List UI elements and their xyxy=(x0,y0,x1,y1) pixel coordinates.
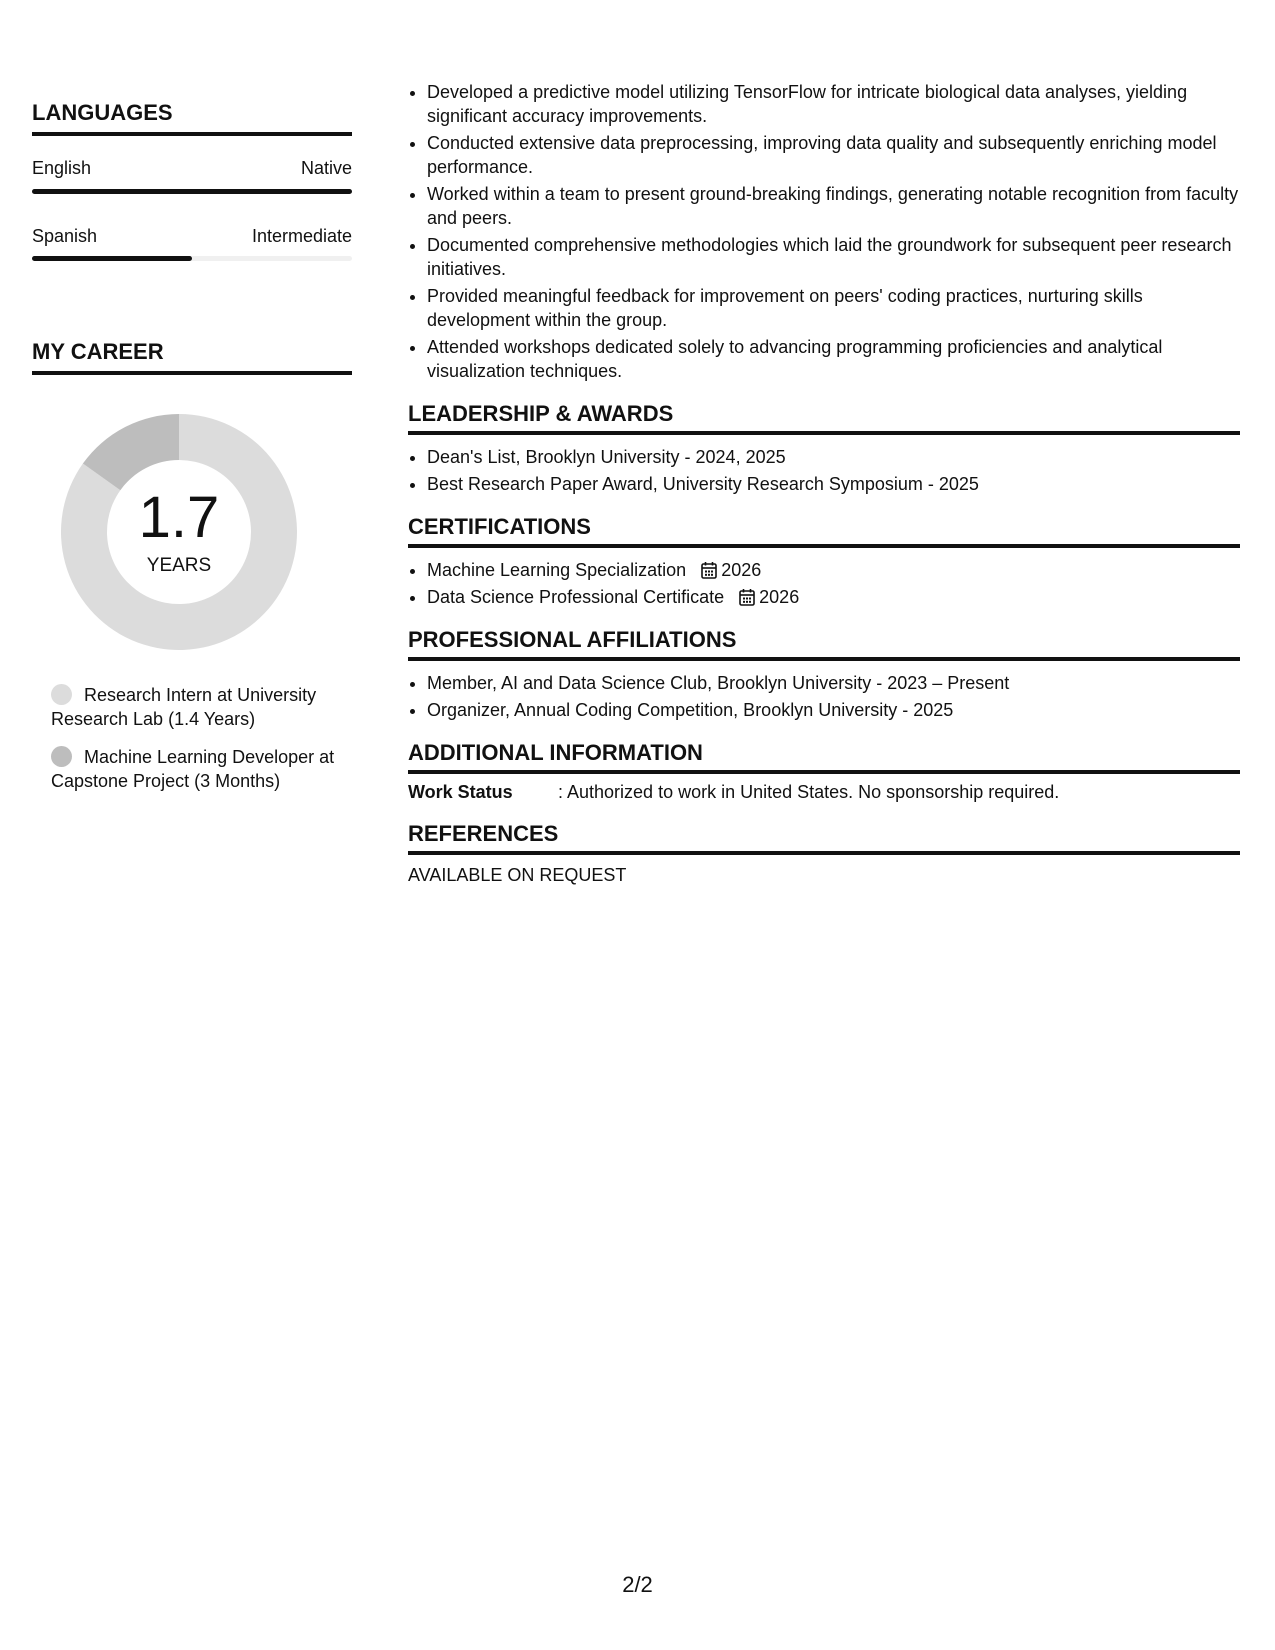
experience-bullet: • Provided meaningful feedback for improvement on peers' coding practices, nurturing skills development within the group. xyxy=(427,284,1240,332)
language-name: English xyxy=(32,158,92,178)
languages-section xyxy=(32,100,352,261)
references-text: AVAILABLE ON REQUEST xyxy=(408,865,627,885)
legend-item xyxy=(51,683,341,731)
career-total-unit: YEARS xyxy=(146,555,212,577)
language-proficiency-fill xyxy=(32,256,192,261)
legend-item xyxy=(51,745,341,793)
experience-bullet: • Worked within a team to present ground-breaking findings, generating notable recognition from faculty and peers. xyxy=(427,182,1240,230)
language-proficiency-fill xyxy=(32,189,352,194)
legend-dot-icon xyxy=(51,746,72,767)
leadership-item: • Best Research Paper Award, University Research Symposium - 2025 xyxy=(427,472,1240,496)
references-heading: REFERENCES xyxy=(408,821,1240,855)
certifications-section xyxy=(408,514,1240,609)
certifications-heading: CERTIFICATIONS xyxy=(408,514,1240,548)
affiliations-heading: PROFESSIONAL AFFILIATIONS xyxy=(408,627,1240,661)
legend-label: Machine Learning Developer at Capstone Project (3 Months) xyxy=(51,747,335,792)
language-name: Spanish xyxy=(32,225,98,246)
certification-year: 2026 xyxy=(721,560,762,580)
main-content xyxy=(408,80,1240,886)
additional-info-section xyxy=(408,740,1240,803)
certifications-list xyxy=(408,558,1240,609)
experience-bullet: • Conducted extensive data preprocessing, improving data quality and subsequently enriching model performance. xyxy=(427,131,1240,179)
calendar-icon xyxy=(701,561,717,579)
leadership-list xyxy=(408,445,1240,496)
certification-year: 2026 xyxy=(759,587,800,607)
language-proficiency-bar xyxy=(32,189,352,194)
experience-bullet-list xyxy=(408,80,1240,383)
language-level: Native xyxy=(300,158,352,178)
languages-heading: LANGUAGES xyxy=(32,100,352,136)
language-proficiency-bar xyxy=(32,256,352,261)
work-status-label: Work Status xyxy=(408,782,513,802)
language-item xyxy=(32,158,352,194)
work-status-row xyxy=(408,782,1240,803)
certification-name: Machine Learning Specialization xyxy=(427,560,687,580)
language-item xyxy=(32,226,352,262)
career-total-value: 1.7 xyxy=(138,485,220,551)
career-section xyxy=(32,339,352,793)
affiliation-item: • Organizer, Annual Coding Competition, Brooklyn University - 2025 xyxy=(427,698,1240,722)
language-level: Intermediate xyxy=(251,225,352,246)
experience-bullet: • Documented comprehensive methodologies which laid the groundwork for subsequent peer research initiatives. xyxy=(427,233,1240,281)
certification-name: Data Science Professional Certificate xyxy=(427,587,725,607)
experience-bullet: • Developed a predictive model utilizing TensorFlow for intricate biological data analyses, yielding significant accuracy improvements. xyxy=(427,80,1240,128)
career-donut-chart xyxy=(54,407,304,657)
additional-info-heading: ADDITIONAL INFORMATION xyxy=(408,740,1240,774)
leadership-item: • Dean's List, Brooklyn University - 2024, 2025 xyxy=(427,445,1240,469)
affiliations-section xyxy=(408,627,1240,722)
certification-item xyxy=(427,585,1240,609)
page-number: 2/2 xyxy=(622,1572,653,1597)
legend-dot-icon xyxy=(51,684,72,705)
calendar-icon xyxy=(739,588,755,606)
career-legend xyxy=(51,683,352,793)
affiliation-item: • Member, AI and Data Science Club, Brooklyn University - 2023 – Present xyxy=(427,671,1240,695)
experience-bullet: • Attended workshops dedicated solely to advancing programming proficiencies and analytical visualization techniques. xyxy=(427,335,1240,383)
leadership-section xyxy=(408,401,1240,496)
certification-item xyxy=(427,558,1240,582)
sidebar xyxy=(32,100,352,807)
affiliations-list xyxy=(408,671,1240,722)
work-status-value: : Authorized to work in United States. No sponsorship required. xyxy=(558,782,1060,802)
leadership-heading: LEADERSHIP & AWARDS xyxy=(408,401,1240,435)
legend-label: Research Intern at University Research Lab (1.4 Years) xyxy=(51,685,317,730)
references-section xyxy=(408,821,1240,886)
career-heading: MY CAREER xyxy=(32,339,352,375)
